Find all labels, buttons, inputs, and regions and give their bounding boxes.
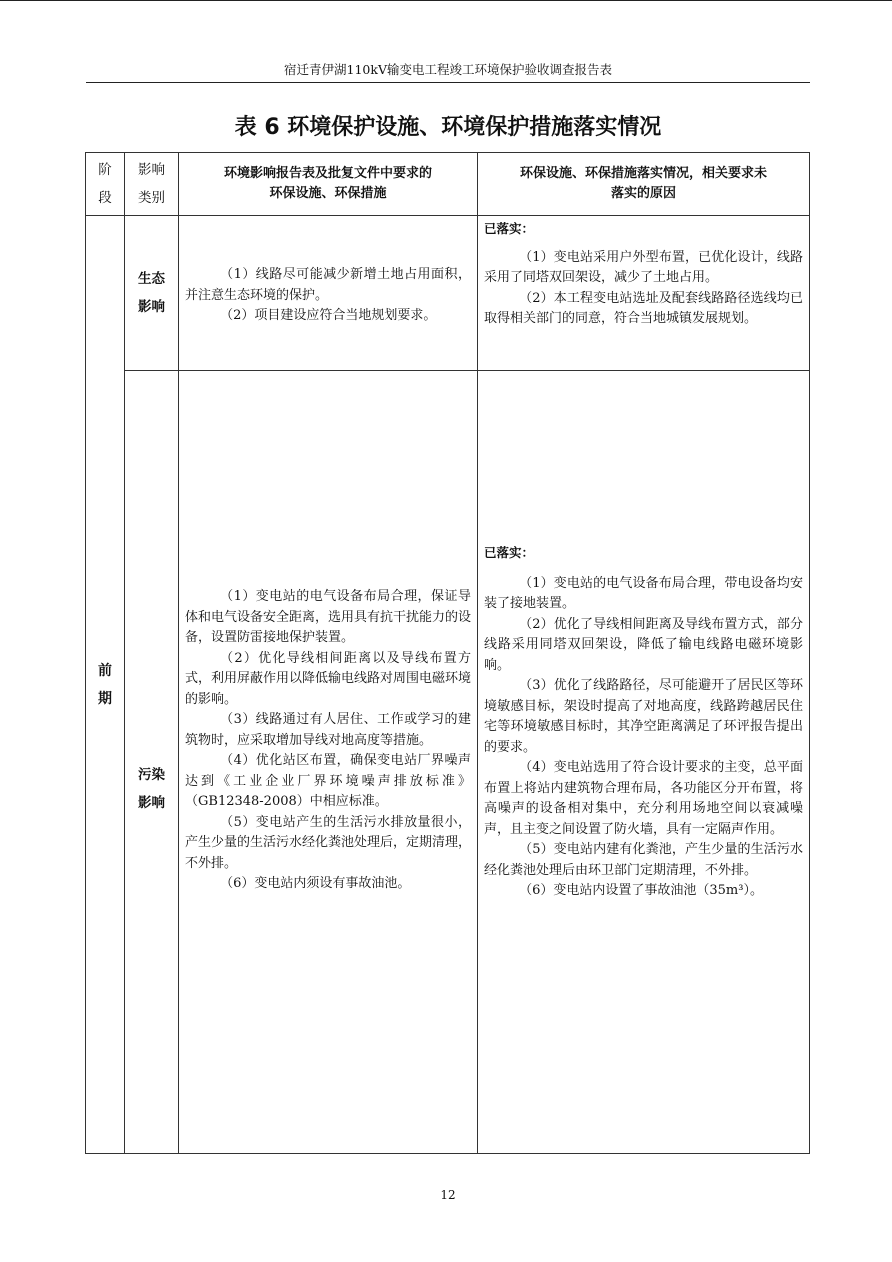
header-type-line: 影响 xyxy=(138,162,165,178)
implementation-item: （2）优化了导线相间距离及导线布置方式，部分线路采用同塔双回架设，降低了输电线路电磁环境影响。 xyxy=(484,616,803,673)
header-type-line: 类别 xyxy=(138,190,165,206)
header-req-line: 环境影响报告表及批复文件中要求的 xyxy=(223,166,432,181)
requirement-item: （4）优化站区布置，确保变电站厂界噪声达到《工业企业厂界环境噪声排放标准》（GB12348-2008）中相应标准。 xyxy=(185,753,471,809)
done-label: 已落实： xyxy=(484,221,535,236)
requirement-item: （2）项目建设应符合当地规划要求。 xyxy=(220,308,437,324)
requirement-item: （6）变电站内须设有事故油池。 xyxy=(220,876,411,891)
impact-type-cell xyxy=(125,216,179,371)
implementation-item: （2）本工程变电站选址及配套线路路径选线均已取得相关部门的同意，符合当地城镇发展规划。 xyxy=(484,290,803,326)
impact-type-cell xyxy=(125,371,179,1154)
done-label: 已落实： xyxy=(484,545,535,560)
table-row xyxy=(86,371,810,1154)
requirement-item: （1）变电站的电气设备布局合理，保证导体和电气设备安全距离，选用具有抗干扰能力的设备，设置防雷接地保护装置。 xyxy=(185,589,472,645)
requirement-item: （3）线路通过有人居住、工作或学习的建筑物时，应采取增加导线对地高度等措施。 xyxy=(185,712,471,748)
page-number: 12 xyxy=(440,1188,456,1202)
impact-type-line: 污染 xyxy=(138,767,165,783)
requirement-item: （5）变电站产生的生活污水排放量很小，产生少量的生活污水经化粪池处理后，定期清理，不外排。 xyxy=(185,814,472,871)
implementation-cell xyxy=(478,216,810,371)
stage-char: 前 xyxy=(98,662,112,679)
impact-type-line: 生态 xyxy=(138,271,165,287)
header-rule xyxy=(86,82,810,83)
implementation-item: （1）变电站的电气设备布局合理，带电设备均安装了接地装置。 xyxy=(484,575,803,611)
header-impl-line: 落实的原因 xyxy=(610,186,676,201)
table-row xyxy=(86,216,810,371)
stage-cell xyxy=(86,216,125,1154)
measures-table xyxy=(85,152,810,1154)
table-title: 表 6 环境保护设施、环境保护措施落实情况 xyxy=(234,115,662,140)
requirement-item: （1）线路尽可能减少新增土地占用面积，并注意生态环境的保护。 xyxy=(185,267,471,303)
header-requirements xyxy=(179,153,478,216)
implementation-item: （1）变电站采用户外型布置，已优化设计，线路采用了同塔双回架设，减少了土地占用。 xyxy=(484,249,803,285)
running-header: 宿迁青伊湖110kV输变电工程竣工环境保护验收调查报告表 xyxy=(284,62,612,77)
requirement-item: （2）优化导线相间距离以及导线布置方式，利用屏蔽作用以降低输电线路对周围电磁环境的影响。 xyxy=(185,650,472,707)
implementation-item: （3）优化了线路路径，尽可能避开了居民区等环境敏感目标，架设时提高了对地高度，线路跨越居民住宅等环境敏感目标时，其净空距离满足了环评报告提出的要求。 xyxy=(484,678,803,755)
requirements-cell xyxy=(179,371,478,1154)
stage-char: 期 xyxy=(98,690,112,707)
header-stage xyxy=(86,153,125,216)
impact-type-line: 影响 xyxy=(138,299,165,315)
requirements-cell xyxy=(179,216,478,371)
header-implementation xyxy=(478,153,810,216)
implementation-cell xyxy=(478,371,810,1154)
header-stage-line: 段 xyxy=(98,190,112,206)
header-impact-type xyxy=(125,153,179,216)
implementation-item: （5）变电站内建有化粪池，产生少量的生活污水经化粪池处理后由环卫部门定期清理，不外排。 xyxy=(484,842,803,878)
page-top-rule xyxy=(0,0,892,1)
header-req-line: 环保设施、环保措施 xyxy=(269,186,387,201)
implementation-item: （4）变电站选用了符合设计要求的主变，总平面布置上将站内建筑物合理布局，各功能区分开布置，将高噪声的设备相对集中，充分利用场地空间以衰减噪声，且主变之间设置了防火墙，具有一定隔声作用。 xyxy=(484,760,803,837)
header-impl-line: 环保设施、环保措施落实情况，相关要求未 xyxy=(519,166,767,181)
table-header-row xyxy=(86,153,810,216)
header-stage-line: 阶 xyxy=(98,162,112,178)
implementation-item: （6）变电站内设置了事故油池（35m³）。 xyxy=(519,883,763,898)
impact-type-line: 影响 xyxy=(138,795,165,811)
